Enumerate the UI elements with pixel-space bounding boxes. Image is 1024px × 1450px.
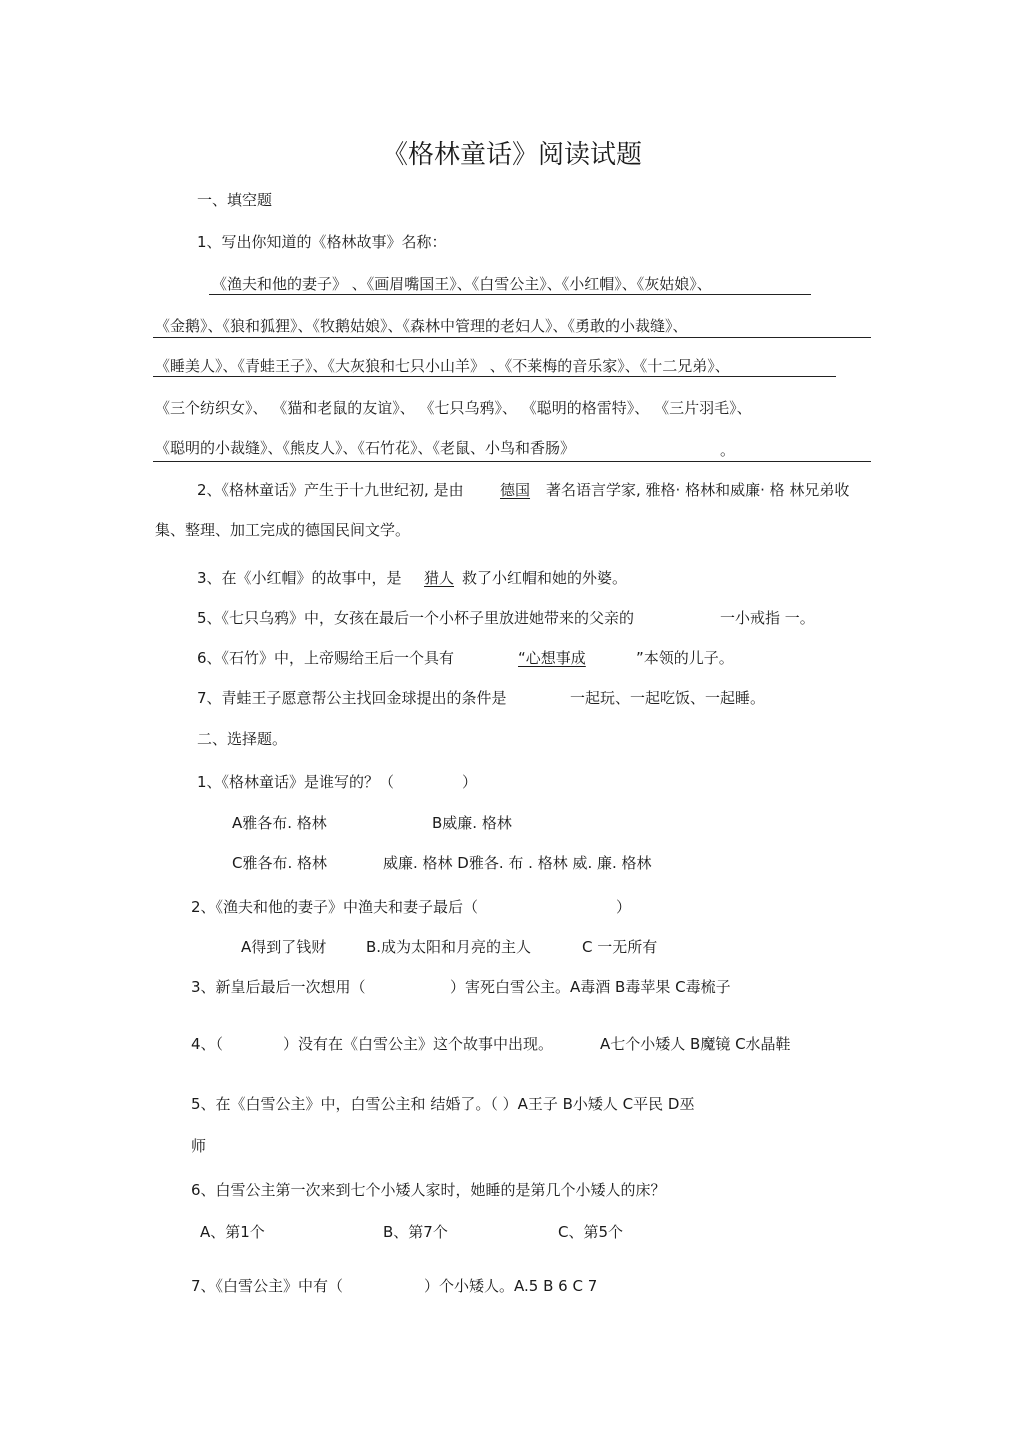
page-title: 《格林童话》阅读试题 (381, 140, 642, 170)
choice-1-option-d: 威廉. 格林 D雅各. 布 . 格林 威. 廉. 格林 (383, 854, 652, 872)
question-3-part1: 3、在《小红帽》的故事中，是 (197, 569, 402, 587)
answer-rule-2 (153, 337, 871, 338)
answer-line-3: 《睡美人》、《青蛙王子》、《大灰狼和七只小山羊》 、《不莱梅的音乐家》、《十二兄弟》、 (155, 357, 730, 375)
question-7-part1: 7、青蛙王子愿意帮公主找回金球提出的条件是 (197, 689, 507, 707)
choice-5-line2: 师 (191, 1137, 207, 1155)
choice-1-option-b: B威廉. 格林 (432, 814, 512, 832)
choice-1-close: ） (462, 773, 478, 791)
question-6-part1: 6、《石竹》中，上帝赐给王后一个具有 (197, 649, 455, 667)
choice-2-option-b: B.成为太阳和月亮的主人 (366, 938, 532, 956)
answer-line-5-end: 。 (720, 441, 736, 459)
choice-6-option-b: B、第7个 (383, 1223, 448, 1241)
answer-line-1: 《渔夫和他的妻子》 、《画眉嘴国王》、《白雪公主》、《小红帽》、《灰姑娘》、 (212, 275, 712, 293)
question-2-part1: 2、《格林童话》产生于十九世纪初, 是由 (197, 481, 464, 499)
question-6-part2: ”本领的儿子。 (636, 649, 734, 667)
answer-underline-3 (153, 376, 836, 377)
question-2-line2: 集、整理、加工完成的德国民间文学。 (155, 521, 411, 539)
choice-2-option-a: A得到了钱财 (241, 938, 327, 956)
answer-rule-5 (153, 461, 871, 462)
answer-line-2: 《金鹅》、《狼和狐狸》、《牧鹅姑娘》、《森林中管理的老妇人》、《勇敢的小裁缝》、 (155, 317, 688, 335)
answer-line-4: 《三个纺织女》、 《猫和老鼠的友谊》、 《七只乌鸦》、 《聪明的格雷特》、 《三片羽毛》、 (155, 399, 752, 417)
choice-3-part2: ）害死白雪公主。A毒酒 B毒苹果 C毒梳子 (450, 978, 731, 996)
section-heading-multiple-choice: 二、选择题。 (197, 730, 288, 748)
question-1-prompt: 1、写出你知道的《格林故事》名称： (197, 233, 447, 251)
question-2-part2: 著名语言学家, 雅格· 格林和威廉· 格 林兄弟收 (546, 481, 850, 499)
question-6-answer: “心想事成 (518, 649, 586, 667)
question-3-part2: 救了小红帽和她的外婆。 (462, 569, 628, 587)
choice-1-option-c: C雅各布. 格林 (232, 854, 328, 872)
choice-2-prompt: 2、《渔夫和他的妻子》中渔夫和妻子最后（ (191, 898, 479, 916)
choice-7-part1: 7、《白雪公主》中有（ (191, 1277, 344, 1295)
choice-1-option-a: A雅各布. 格林 (232, 814, 327, 832)
section-heading-fill-blank: 一、填空题 (197, 191, 273, 209)
question-2-answer: 德国 (500, 481, 531, 499)
question-5-answer: 一小戒指 一。 (720, 609, 815, 627)
choice-2-close: ） (616, 898, 632, 916)
choice-6-option-c: C、第5个 (558, 1223, 624, 1241)
choice-3-part1: 3、新皇后最后一次想用（ (191, 978, 366, 996)
question-3-answer: 猎人 (424, 569, 455, 587)
choice-4-options: A七个小矮人 B魔镜 C水晶鞋 (600, 1035, 791, 1053)
choice-7-part2: ）个小矮人。A.5 B 6 C 7 (424, 1277, 598, 1295)
answer-underline-1 (209, 294, 811, 295)
choice-1-prompt: 1、《格林童话》是谁写的？（ (197, 773, 395, 791)
answer-line-5: 《聪明的小裁缝》、《熊皮人》、《石竹花》、《老鼠、小鸟和香肠》 (155, 439, 576, 457)
choice-6-prompt: 6、白雪公主第一次来到七个小矮人家时，她睡的是第几个小矮人的床？ (191, 1181, 666, 1199)
choice-4-part2: ）没有在《白雪公主》这个故事中出现。 (283, 1035, 554, 1053)
choice-4-part1: 4、（ (191, 1035, 224, 1053)
question-7-answer: 一起玩、一起吃饭、一起睡。 (570, 689, 766, 707)
choice-5-text: 5、在《白雪公主》中，白雪公主和 结婚了。（ ）A王子 B小矮人 C平民 D巫 (191, 1095, 695, 1113)
choice-2-option-c: C 一无所有 (582, 938, 658, 956)
choice-6-option-a: A、第1个 (200, 1223, 265, 1241)
question-5-part1: 5、《七只乌鸦》中，女孩在最后一个小杯子里放进她带来的父亲的 (197, 609, 635, 627)
